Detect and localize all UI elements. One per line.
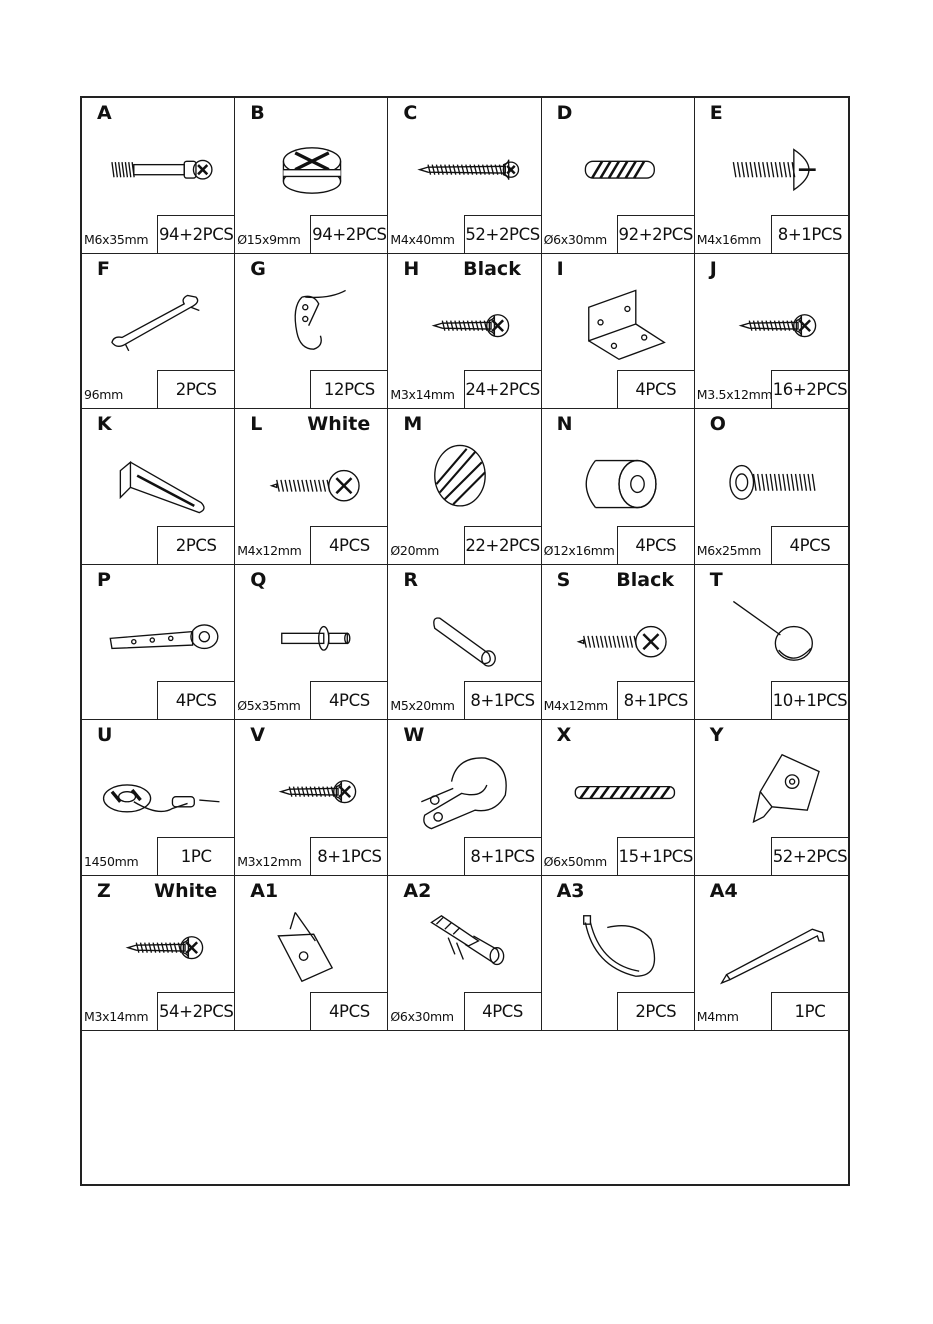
part-quantity: 2PCS [157,370,234,408]
part-cell-x [542,720,695,876]
part-cell-d [542,98,695,254]
part-size: M6x25mm [696,542,762,558]
part-size: Ø6x30mm [543,231,607,247]
part-letter: A3 [556,879,585,902]
part-quantity: 52+2PCS [771,837,848,875]
hinge-plate-icon [90,593,228,677]
allen-key-icon [703,904,841,988]
part-letter: R [403,568,419,591]
part-cell-h [388,254,541,410]
part-letter: W [403,724,425,746]
part-cell-g [235,254,388,410]
part-cell-m [388,409,541,565]
part-cell-u [82,720,235,876]
screw-icon [703,282,841,366]
wall-anchor-icon [396,904,534,988]
part-size: M4mm [696,1009,739,1024]
part-quantity: 8+1PCS [771,215,848,253]
part-color-note: White [307,413,371,435]
part-cell-z [82,876,235,1032]
part-quantity: 16+2PCS [771,370,848,408]
blank-area [82,1031,848,1184]
part-cell-o [695,409,848,565]
slotted-bracket-icon [90,437,228,521]
part-quantity: 4PCS [157,681,234,719]
part-quantity: 4PCS [310,526,387,564]
part-quantity: 8+1PCS [617,681,694,719]
part-color-note: Black [616,568,675,591]
part-cell-j [695,254,848,410]
tack-icon [703,593,841,677]
part-size: Ø6x50mm [543,853,607,869]
part-letter: K [97,413,112,435]
cable-clip-icon [396,748,534,832]
part-cell-l [235,409,388,565]
part-size: M4x16mm [696,231,762,247]
parts-grid [82,98,848,1031]
part-quantity: 8+1PCS [310,837,387,875]
part-quantity: 1PC [157,837,234,875]
part-size: Ø12x16mm [543,542,615,558]
part-size: Ø5x35mm [237,698,301,713]
part-quantity: 4PCS [464,992,541,1030]
part-cell-w [388,720,541,876]
part-letter: E [709,102,723,124]
corner-block-icon [703,748,841,832]
screw-icon [243,748,381,832]
part-cell-b [235,98,388,254]
part-letter: O [709,413,726,435]
shelf-pin-icon [243,593,381,677]
part-quantity: 4PCS [310,681,387,719]
part-size: Ø6x30mm [390,1009,454,1024]
part-quantity: 4PCS [617,370,694,408]
part-letter: L [250,413,263,435]
led-strip-icon [90,748,228,832]
part-quantity: 94+2PCS [157,215,234,253]
screw-icon [90,904,228,988]
cover-cap-icon [396,437,534,521]
cam-lock-icon [243,126,381,210]
part-cell-s [542,565,695,721]
part-quantity: 24+2PCS [464,370,541,408]
part-letter: F [97,257,110,280]
part-size: Ø15x9mm [237,231,301,247]
part-letter: P [97,568,111,591]
part-cell-n [542,409,695,565]
part-quantity: 2PCS [157,526,234,564]
part-cell-t [695,565,848,721]
spacer-icon [550,437,688,521]
part-letter: N [556,413,573,435]
part-size: 96mm [84,387,124,402]
part-cell-a [82,98,235,254]
part-size: M3x14mm [390,387,455,402]
part-size: M4x12mm [543,698,608,713]
hex-bolt-icon [703,437,841,521]
part-size: M4x12mm [237,542,302,558]
cable-tie-icon [550,904,688,988]
screw-icon [396,282,534,366]
part-cell-v [235,720,388,876]
wafer-screw-icon [243,437,381,521]
part-letter: D [556,102,573,124]
hardware-sheet [80,96,850,1186]
handle-icon [90,282,228,366]
part-quantity: 15+1PCS [617,837,694,875]
part-letter: S [556,568,571,591]
part-letter: A1 [250,879,279,902]
part-cell-q [235,565,388,721]
part-size: Ø20mm [390,542,439,558]
part-letter: X [556,724,572,746]
part-quantity: 1PC [771,992,848,1030]
part-cell-y [695,720,848,876]
part-size: M3x12mm [237,853,302,869]
part-letter: H [403,257,420,280]
part-cell-a1 [235,876,388,1032]
part-cell-r [388,565,541,721]
part-letter: A2 [403,879,432,902]
part-letter: Q [250,568,267,591]
part-size: M3.5x12mm [696,387,773,402]
part-quantity: 10+1PCS [771,681,848,719]
part-cell-k [82,409,235,565]
part-quantity: 4PCS [310,992,387,1030]
part-cell-i [542,254,695,410]
part-cell-f [82,254,235,410]
part-letter: A [97,102,112,124]
part-cell-a2 [388,876,541,1032]
part-letter: Y [709,724,724,746]
part-quantity: 94+2PCS [310,215,387,253]
long-screw-icon [396,126,534,210]
part-size: M6x35mm [84,231,149,247]
coat-hook-icon [243,282,381,366]
hanger-icon [243,904,381,988]
cam-bolt-icon [90,126,228,210]
part-size: M5x20mm [390,698,455,713]
part-letter: T [709,568,723,591]
long-dowel-icon [550,748,688,832]
part-size: M4x40mm [390,231,455,247]
part-cell-a3 [542,876,695,1032]
part-letter: G [250,257,266,280]
part-quantity: 54+2PCS [157,992,234,1030]
wooden-dowel-icon [550,126,688,210]
part-quantity: 52+2PCS [464,215,541,253]
part-cell-e [695,98,848,254]
part-quantity: 8+1PCS [464,837,541,875]
part-quantity: 8+1PCS [464,681,541,719]
truss-screw-icon [703,126,841,210]
part-quantity: 12PCS [310,370,387,408]
angle-bracket-icon [550,282,688,366]
part-letter: B [250,102,265,124]
part-cell-p [82,565,235,721]
part-quantity: 4PCS [771,526,848,564]
part-quantity: 4PCS [617,526,694,564]
part-quantity: 92+2PCS [617,215,694,253]
part-cell-c [388,98,541,254]
part-letter: M [403,413,423,435]
part-letter: V [250,724,265,746]
part-color-note: Black [463,257,521,280]
wafer-screw-icon [550,593,688,677]
part-quantity: 2PCS [617,992,694,1030]
part-letter: C [403,102,418,124]
part-letter: U [97,724,113,746]
part-quantity: 22+2PCS [464,526,541,564]
part-letter: I [556,257,564,280]
part-letter: J [709,257,717,280]
barrel-nut-icon [396,593,534,677]
part-cell-a4 [695,876,848,1032]
part-letter: Z [97,879,111,902]
part-color-note: White [154,879,218,902]
part-size: M3x14mm [84,1009,149,1024]
part-letter: A4 [709,879,738,902]
part-size: 1450mm [84,853,139,869]
